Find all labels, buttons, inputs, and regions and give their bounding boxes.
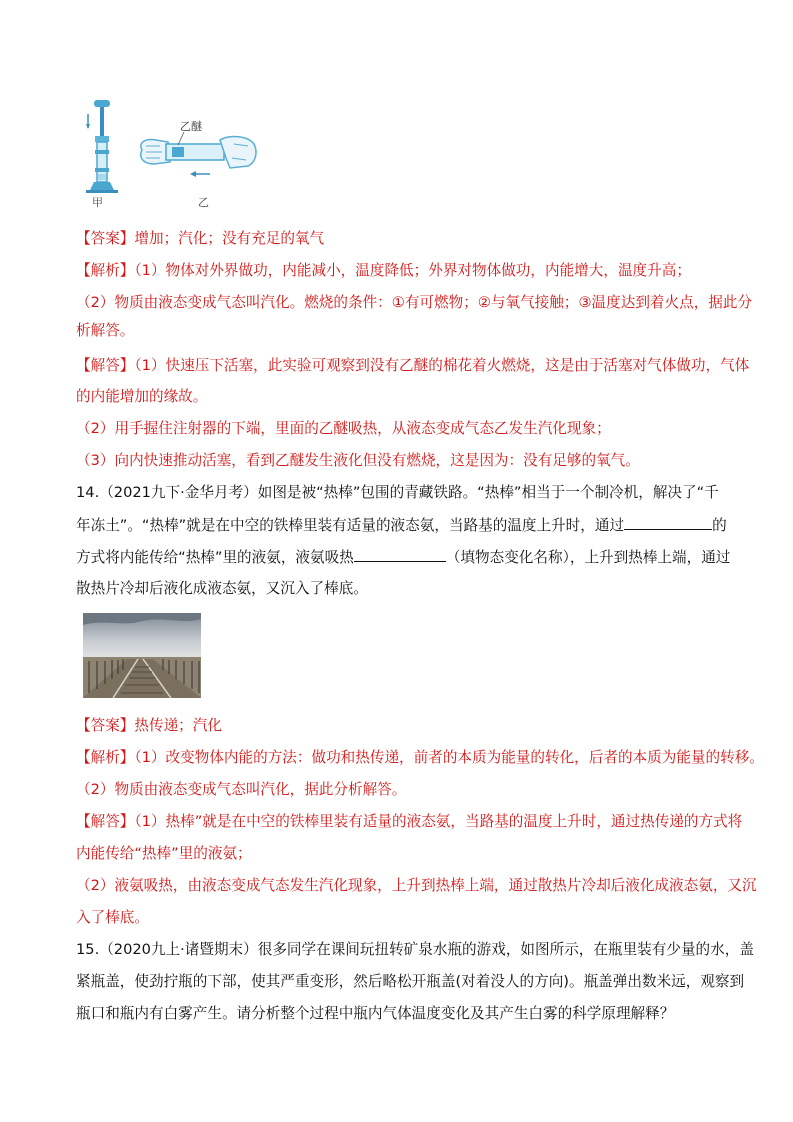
figure-label-ether: 乙醚 [180, 120, 202, 133]
q13-analysis-line: 析解答。 [76, 322, 135, 339]
q13-analysis-line: （2）物质由液态变成气态叫汽化。燃烧的条件：①有可燃物；②与氧气接触；③温度达到着火点，据此分 [76, 294, 753, 311]
q14-question-line: 散热片冷却后液化成液态氨，又沉入了棒底。 [76, 580, 368, 597]
q13-solution-line: （2）用手握住注射器的下端，里面的乙醚吸热，从液态变成气态乙发生汽化现象； [76, 420, 611, 437]
q15-question-line: 瓶口和瓶内有白雾产生。请分析整个过程中瓶内气体温度变化及其产生白雾的科学原理解释？ [76, 1005, 675, 1022]
q14-solution-line: （2）液氨吸热，由液态变成气态发生汽化现象，上升到热棒上端，通过散热片冷却后液化成液态氨，又沉 [76, 877, 757, 894]
q14-analysis-line: （2）物质由液态变成气态叫汽化，据此分析解答。 [76, 781, 407, 798]
q14-answer: 【答案】热传递；汽化 [76, 717, 222, 734]
q14-solution-line: 入了棒底。 [76, 909, 149, 926]
q14-text: （填物态变化名称），上升到热棒上端，通过 [445, 549, 731, 566]
q15-question-line: 紧瓶盖，使劲拧瓶的下部，使其严重变形，然后略松开瓶盖(对着没人的方向)。瓶盖弹出数米远，观察到 [76, 973, 745, 990]
q14-analysis-line: 【解析】（1）改变物体内能的方法：做功和热传递，前者的本质为能量的转化，后者的本质为能量的转移。 [76, 749, 764, 766]
experiment-figure [80, 98, 270, 210]
q13-solution-line: （3）向内快速推动活塞，看到乙醚发生液化但没有燃烧，这是因为：没有足够的氧气。 [76, 452, 640, 469]
q14-solution-line: 内能传给“热棒”里的液氨； [76, 845, 252, 862]
piston-tube-illustration [86, 100, 118, 193]
q13-analysis-line: 【解析】（1）物体对外界做功，内能减小，温度降低；外界对物体做功，内能增大，温度升高； [76, 262, 691, 279]
q14-text: 年冻土”。“热棒”就是在中空的铁棒里装有适量的液态氨，当路基的温度上升时，通过 [76, 517, 625, 534]
answer-blank-1[interactable] [624, 515, 712, 530]
q13-solution-line: 【解答】（1）快速压下活塞，此实验可观察到没有乙醚的棉花着火燃烧，这是由于活塞对气体做功，气体 [76, 357, 750, 374]
railway-photo [83, 613, 201, 698]
q14-solution-line: 【解答】（1）热棒”就是在中空的铁棒里装有适量的液态氨，当路基的温度上升时，通过热传递的方式将 [76, 813, 743, 830]
q14-text: 方式将内能传给“热棒”里的液氨，液氨吸热 [76, 549, 354, 566]
q14-question-line: 14.（2021九下·金华月考）如图是被“热棒”包围的青藏铁路。“热棒”相当于一个制冷机，解决了“千 [76, 484, 719, 501]
syringe-illustration [141, 132, 256, 177]
q14-question-line [76, 515, 726, 536]
answer-blank-2[interactable] [354, 547, 446, 562]
q13-answer: 【答案】增加；汽化；没有充足的氧气 [76, 230, 325, 247]
q13-solution-line: 的内能增加的缘故。 [76, 388, 208, 405]
figure-label-yi: 乙 [198, 196, 209, 209]
q14-question-line [76, 547, 731, 568]
q15-question-line: 15.（2020九上·诸暨期末）很多同学在课间玩扭转矿泉水瓶的游戏，如图所示，在瓶里装有少量的水，盖 [76, 941, 754, 958]
figure-label-jia: 甲 [92, 196, 103, 209]
q14-text: 的 [712, 517, 727, 534]
